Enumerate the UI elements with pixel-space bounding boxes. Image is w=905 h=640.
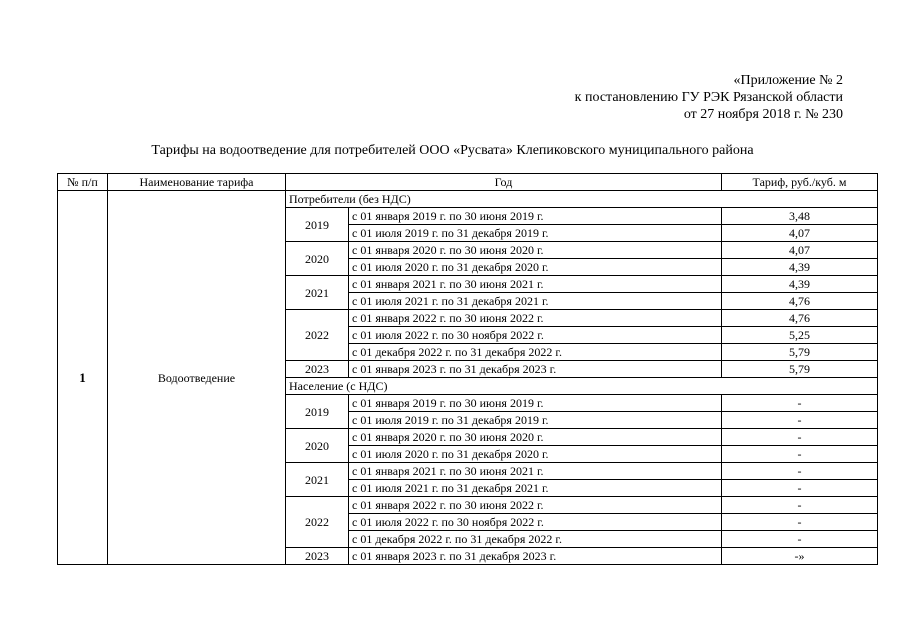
tariff-value-cell: 4,39	[722, 259, 878, 276]
period-cell: с 01 января 2023 г. по 31 декабря 2023 г.	[349, 548, 722, 565]
period-cell: с 01 января 2019 г. по 30 июня 2019 г.	[349, 395, 722, 412]
tariff-value-cell: -	[722, 463, 878, 480]
tariff-value-cell: -	[722, 429, 878, 446]
period-cell: с 01 июля 2021 г. по 31 декабря 2021 г.	[349, 293, 722, 310]
year-cell: 2023	[286, 548, 349, 565]
group-label: Потребители (без НДС)	[286, 191, 878, 208]
period-cell: с 01 декабря 2022 г. по 31 декабря 2022 г.	[349, 344, 722, 361]
group-label: Население (с НДС)	[286, 378, 878, 395]
year-cell: 2020	[286, 429, 349, 463]
period-cell: с 01 июля 2020 г. по 31 декабря 2020 г.	[349, 446, 722, 463]
period-cell: с 01 января 2022 г. по 30 июня 2022 г.	[349, 497, 722, 514]
tariff-value-cell: 3,48	[722, 208, 878, 225]
tariff-value-cell: 4,76	[722, 310, 878, 327]
tariff-value-cell: -»	[722, 548, 878, 565]
tariff-value-cell: -	[722, 480, 878, 497]
period-cell: с 01 января 2021 г. по 30 июня 2021 г.	[349, 276, 722, 293]
tariff-value-cell: 4,07	[722, 242, 878, 259]
appendix-line-2: к постановлению ГУ РЭК Рязанской области	[574, 90, 843, 105]
year-cell: 2022	[286, 497, 349, 548]
tariff-value-cell: -	[722, 395, 878, 412]
year-cell: 2022	[286, 310, 349, 361]
year-cell: 2020	[286, 242, 349, 276]
document-title: Тарифы на водоотведение для потребителей ООО «Русвата» Клепиковского муниципального района	[151, 143, 754, 158]
period-cell: с 01 января 2021 г. по 30 июня 2021 г.	[349, 463, 722, 480]
tariff-value-cell: -	[722, 514, 878, 531]
tariff-value-cell: 5,79	[722, 344, 878, 361]
tariff-value-cell: 5,25	[722, 327, 878, 344]
appendix-line-3: от 27 ноября 2018 г. № 230	[683, 107, 843, 122]
period-cell: с 01 июля 2022 г. по 30 ноября 2022 г.	[349, 327, 722, 344]
tariff-value-cell: 4,76	[722, 293, 878, 310]
appendix-line-1: «Приложение № 2	[733, 73, 843, 88]
year-cell: 2019	[286, 395, 349, 429]
year-cell: 2019	[286, 208, 349, 242]
tariff-value-cell: 4,39	[722, 276, 878, 293]
header-num: № п/п	[58, 174, 108, 191]
header-name: Наименование тарифа	[108, 174, 286, 191]
tariff-table-body	[58, 174, 878, 565]
period-cell: с 01 июля 2021 г. по 31 декабря 2021 г.	[349, 480, 722, 497]
row-number: 1	[58, 191, 108, 565]
period-cell: с 01 июля 2020 г. по 31 декабря 2020 г.	[349, 259, 722, 276]
tariff-value-cell: 4,07	[722, 225, 878, 242]
header-tariff: Тариф, руб./куб. м	[722, 174, 878, 191]
year-cell: 2023	[286, 361, 349, 378]
header-year: Год	[286, 174, 722, 191]
group-row	[58, 191, 878, 208]
tariff-value-cell: -	[722, 497, 878, 514]
period-cell: с 01 июля 2019 г. по 31 декабря 2019 г.	[349, 225, 722, 242]
tariff-value-cell: -	[722, 446, 878, 463]
year-cell: 2021	[286, 276, 349, 310]
appendix-header	[575, 72, 843, 123]
tariff-value-cell: -	[722, 412, 878, 429]
period-cell: с 01 декабря 2022 г. по 31 декабря 2022 г.	[349, 531, 722, 548]
year-cell: 2021	[286, 463, 349, 497]
period-cell: с 01 июля 2022 г. по 30 ноября 2022 г.	[349, 514, 722, 531]
tariff-table	[57, 173, 878, 565]
period-cell: с 01 января 2020 г. по 30 июня 2020 г.	[349, 242, 722, 259]
period-cell: с 01 июля 2019 г. по 31 декабря 2019 г.	[349, 412, 722, 429]
tariff-value-cell: 5,79	[722, 361, 878, 378]
tariff-name: Водоотведение	[108, 191, 286, 565]
period-cell: с 01 января 2022 г. по 30 июня 2022 г.	[349, 310, 722, 327]
period-cell: с 01 января 2023 г. по 31 декабря 2023 г.	[349, 361, 722, 378]
period-cell: с 01 января 2020 г. по 30 июня 2020 г.	[349, 429, 722, 446]
tariff-value-cell: -	[722, 531, 878, 548]
header-row	[58, 174, 878, 191]
period-cell: с 01 января 2019 г. по 30 июня 2019 г.	[349, 208, 722, 225]
